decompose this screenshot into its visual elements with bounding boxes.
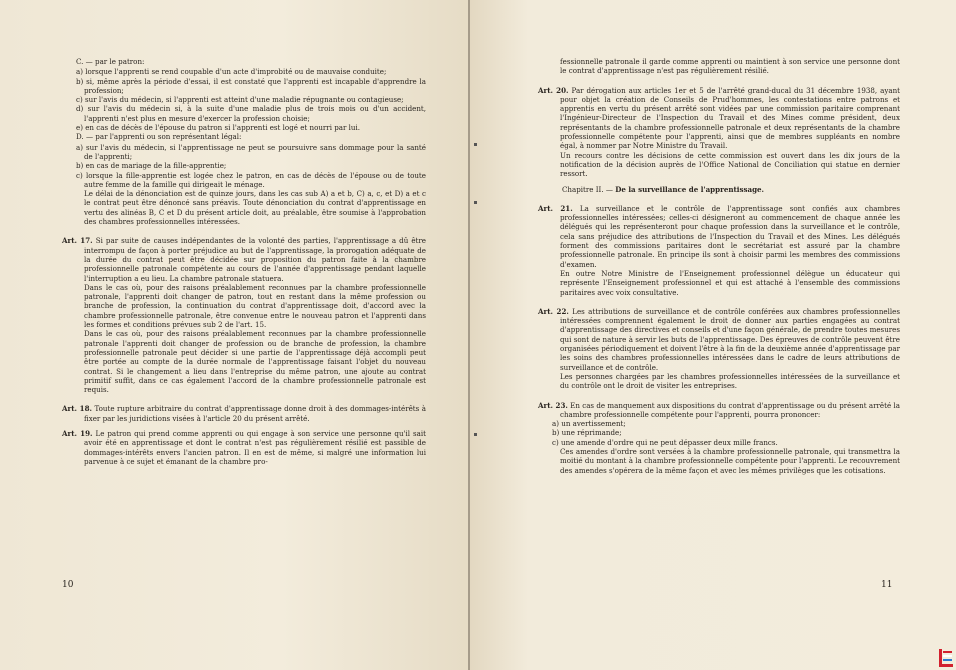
binding-staple-mark [474, 143, 477, 146]
article-label: Art. 20. [538, 85, 569, 95]
left-page-number: 10 [62, 580, 74, 590]
list-item: b) en cas de mariage de la fille-apprentie; [76, 161, 227, 171]
left-page-text [62, 57, 426, 466]
article-text: En cas de manquement aux dispositions du contrat d'apprentissage ou du présent arrêté la chambre professionnelle compétente pour l'apprenti, pourra prononcer: [560, 400, 900, 419]
article-paragraph [62, 236, 426, 282]
article-text: Par dérogation aux articles 1er et 5 de l'arrêté grand-ducal du 31 décembre 1938, ayant pour objet la création de Conseils de Prud'hommes, les contestations entre patrons et apprentis en vertu du présent arrêté sont vidées par une commission paritaire comprenant l'Ingénieur-Directeur de l'Inspection du Travail et des Mines comme président, deux représentants de la chambre professionnelle patronale et deux représentants de la chambre professionnelle compétente pour l'apprenti, ainsi que de membres suppléants en nombre égal, à nommer par Notre Ministre du Travail. [560, 85, 900, 151]
article-paragraph [538, 204, 900, 269]
chapter-heading [538, 185, 900, 194]
article-text: Les attributions de surveillance et de contrôle conférées aux chambres professionnelles intéressées comprennent également le droit de donner aux parties engagées au contrat d'apprentissage des directives et conseils et d'une façon générale, de prendre toutes mesures qui sont de nature à servir les buts de l'apprentissage. Des épreuves de contrôle peuvent être organisées périodiquement et doivent l'être à la fin de la deuxième année d'apprentissage par les soins des chambres professionnelles intéressées dans le cadre de leurs attributions de surveillance et de contrôle. [560, 306, 900, 372]
body-paragraph: Les personnes chargées par les chambres professionnelles intéressées de la surveillance et du contrôle ont le droit de visiter les entreprises. [560, 371, 900, 391]
article-paragraph [538, 401, 900, 420]
article-paragraph [538, 86, 900, 151]
article-label: Art. 23. [538, 400, 568, 410]
paragraph-spacer [538, 76, 900, 86]
list-item: c) lorsque la fille-apprentie est logée chez le patron, en cas de décès de l'épouse ou de toute autre femme de la famille qui dirigeait le ménage. [76, 170, 426, 189]
list-item: a) un avertissement; [552, 419, 626, 429]
binding-staple-mark [474, 433, 477, 436]
list-item: e) en cas de décès de l'épouse du patron si l'apprenti est logé et nourri par lui. [76, 123, 360, 133]
paragraph-spacer [538, 297, 900, 307]
article-label: Art. 18. [62, 404, 93, 414]
body-paragraph: fessionnelle patronale il garde comme apprenti ou maintient à son service une personne dont le contrat d'apprentissage n'est pas régulièrement résilié. [560, 57, 900, 76]
chapter-number: Chapitre II. — [562, 184, 613, 194]
body-paragraph: Ces amendes d'ordre sont versées à la chambre professionnelle patronale, qui transmettra la moitié du montant à la chambre professionnelle compétente pour l'apprenti. Le recouvrement des amendes s'opérera de la même façon et avec les mêmes privilèges que les cotisations. [560, 446, 900, 475]
list-item: c) une amende d'ordre qui ne peut dépasser deux mille francs. [552, 437, 778, 447]
article-text: La surveillance et le contrôle de l'apprentissage sont confiés aux chambres professionnelles intéressées; celles-ci désigneront au commencement de chaque année les délégués qui les représenteront pour chaque profession dans la surveillance et le contrôle, cela sans préjudice des attributions de l'Inspection du Travail et des Mines. Les délégués forment des commissions paritaires dont le secrétariat est assuré par la chambre professionnelle patronale. En principe ils sont à choisir parmi les membres des commissions d'examen. [560, 203, 900, 269]
right-page-number: 11 [881, 580, 893, 590]
luxembourg-flag-logo-icon [939, 645, 953, 667]
article-paragraph [62, 429, 426, 466]
right-page-text [538, 57, 900, 475]
article-paragraph [538, 307, 900, 372]
article-paragraph [62, 404, 426, 423]
chapter-title: De la surveillance de l'apprentissage. [615, 184, 765, 194]
article-label: Art. 22. [538, 306, 569, 316]
article-label: Art. 19. [62, 428, 93, 438]
body-paragraph: Dans le cas où, pour des raisons préalablement reconnues par la chambre professionnelle patronale l'apprenti doit changer de profession ou de branche de profession, la chambre professionnelle patronale peut décider si une partie de l'apprentissage déjà accompli peut être portée au compte de la durée normale de l'apprentissage faisant l'objet du nouveau contrat. Si le changement a lieu dans l'entreprise du même patron, une ajoute au contrat primitif suffit, dans ce cas également l'accord de la chambre professionnelle patronale est requis. [84, 329, 426, 395]
article-label: Art. 17. [62, 236, 93, 246]
article-text: Si par suite de causes indépendantes de la volonté des parties, l'apprentissage a dû être interrompu de façon à porter préjudice au but de l'apprentissage, la prorogation adéquate de la durée du contrat peut être décidée sur proposition du patron faite à la chambre professionnelle patronale compétente au cours de l'année d'apprentissage pendant laquelle l'interruption a eu lieu. La chambre patronale statuera. [84, 236, 426, 283]
binding-staple-mark [474, 201, 477, 204]
right-page [470, 0, 956, 670]
article-text: Le patron qui prend comme apprenti ou qui engage à son service une personne qu'il sait avoir été en apprentissage et dont le contrat n'est pas régulièrement résilié est passible de dommages-intérêts envers l'ancien patron. Il en est de même, si malgré une information lui parvenue à ce sujet et émanant de la chambre pro- [84, 428, 426, 466]
article-label: Art. 21. [538, 203, 573, 213]
article-text: Toute rupture arbitraire du contrat d'apprentissage donne droit à des dommages-intérêts à fixer par les juridictions visées à l'article 20 du présent arrêté. [84, 404, 426, 423]
list-item: b) une réprimande; [552, 428, 622, 438]
list-item: c) sur l'avis du médecin, si l'apprenti est atteint d'une maladie répugnante ou contagieuse; [76, 95, 404, 105]
section-heading: C. — par le patron: [76, 57, 145, 66]
paragraph-spacer [62, 226, 426, 236]
body-paragraph: Le délai de la dénonciation est de quinze jours, dans les cas sub A) a et b, C) a, c, et D) a et c le contrat peut être dénoncé sans préavis. Toute dénonciation du contrat d'apprentissage en vertu des alinéas B, C et D du présent article doit, au préalable, être soumise à l'approbation des chambres professionnelles intéressées. [84, 189, 426, 227]
section-heading: D. — par l'apprenti ou son représentant légal: [76, 132, 242, 142]
paragraph-spacer [62, 394, 426, 404]
list-item: d) sur l'avis du médecin si, à la suite d'une maladie plus de trois mois ou d'un accident, l'apprenti n'est plus en mesure d'exercer la profession choisie; [76, 104, 426, 123]
body-paragraph: Un recours contre les décisions de cette commission est ouvert dans les dix jours de la notification de la décision auprès de l'Office National de Conciliation qui statue en dernier ressort. [560, 150, 900, 179]
list-item: b) si, même après la période d'essai, il est constaté que l'apprenti est incapable d'apprendre la profession; [76, 76, 426, 95]
paragraph-spacer [538, 391, 900, 401]
body-paragraph: En outre Notre Ministre de l'Enseignement professionnel délègue un éducateur qui représente l'Enseignement professionnel et qui est attaché à l'ensemble des commissions paritaires avec voix consultative. [560, 268, 900, 297]
list-item: a) sur l'avis du médecin, si l'apprentissage ne peut se poursuivre sans dommage pour la santé de l'apprenti; [76, 142, 426, 161]
body-paragraph: Dans le cas où, pour des raisons préalablement reconnues par la chambre professionnelle patronale, l'apprenti doit changer de patron, tout en restant dans la même profession ou branche de profession, la continuation du contrat d'apprentissage doit, d'accord avec la chambre professionnelle patronale, être convenue entre le nouveau patron et l'apprenti dans les formes et conditions prévues sub 2 de l'art. 15. [84, 282, 426, 330]
list-item: a) lorsque l'apprenti se rend coupable d'un acte d'improbité ou de mauvaise conduite; [76, 67, 387, 77]
left-page [0, 0, 468, 670]
